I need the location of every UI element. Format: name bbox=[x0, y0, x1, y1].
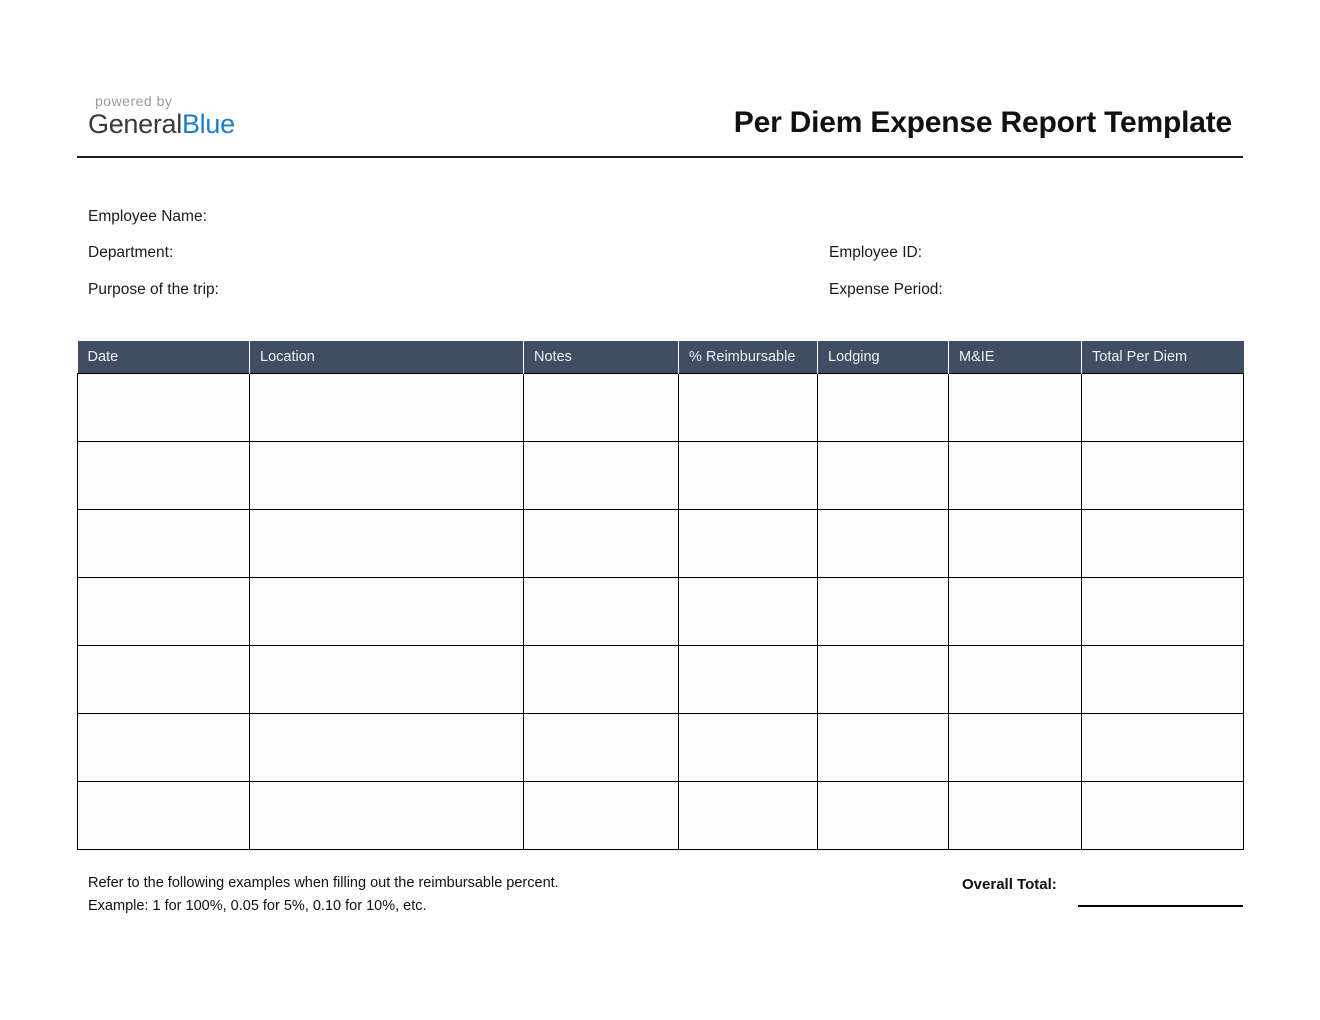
table-cell-lodging[interactable] bbox=[818, 781, 949, 849]
table-cell-total-per-diem[interactable] bbox=[1082, 441, 1244, 509]
table-cell-location[interactable] bbox=[250, 577, 524, 645]
overall-total-fill-line[interactable] bbox=[1078, 905, 1243, 907]
table-cell-location[interactable] bbox=[250, 441, 524, 509]
table-cell-location[interactable] bbox=[250, 781, 524, 849]
table-cell-total-per-diem[interactable] bbox=[1082, 645, 1244, 713]
column-header-m-ie: M&IE bbox=[949, 341, 1082, 373]
table-header bbox=[78, 341, 1244, 373]
column-header-date: Date bbox=[78, 341, 250, 373]
table-cell-lodging[interactable] bbox=[818, 441, 949, 509]
reimbursable-note bbox=[88, 872, 559, 918]
table-cell-reimbursable[interactable] bbox=[679, 781, 818, 849]
expense-period-label: Expense Period: bbox=[829, 281, 943, 298]
table-cell-date[interactable] bbox=[78, 645, 250, 713]
table-cell-notes[interactable] bbox=[524, 645, 679, 713]
powered-by-text: powered by bbox=[95, 93, 173, 109]
table-cell-lodging[interactable] bbox=[818, 509, 949, 577]
table-row bbox=[78, 577, 1244, 645]
table-cell-lodging[interactable] bbox=[818, 373, 949, 441]
table-cell-date[interactable] bbox=[78, 577, 250, 645]
table-cell-total-per-diem[interactable] bbox=[1082, 713, 1244, 781]
table-cell-location[interactable] bbox=[250, 645, 524, 713]
purpose-of-trip-label: Purpose of the trip: bbox=[88, 281, 219, 298]
reimbursable-note-line2: Example: 1 for 100%, 0.05 for 5%, 0.10 for 10%, etc. bbox=[88, 898, 427, 914]
table-cell-date[interactable] bbox=[78, 441, 250, 509]
table-cell-reimbursable[interactable] bbox=[679, 713, 818, 781]
table-cell-date[interactable] bbox=[78, 781, 250, 849]
table-row bbox=[78, 373, 1244, 441]
general-blue-logo bbox=[88, 93, 235, 139]
table-cell-m-ie[interactable] bbox=[949, 645, 1082, 713]
table-cell-notes[interactable] bbox=[524, 441, 679, 509]
brand-name-general: General bbox=[88, 109, 182, 139]
table-cell-m-ie[interactable] bbox=[949, 781, 1082, 849]
table-cell-location[interactable] bbox=[250, 373, 524, 441]
table-cell-total-per-diem[interactable] bbox=[1082, 373, 1244, 441]
table-cell-m-ie[interactable] bbox=[949, 577, 1082, 645]
table-row bbox=[78, 781, 1244, 849]
reimbursable-note-line1: Refer to the following examples when filling out the reimbursable percent. bbox=[88, 875, 559, 891]
overall-total-label: Overall Total: bbox=[962, 876, 1057, 893]
per-diem-table bbox=[77, 341, 1244, 850]
table-cell-m-ie[interactable] bbox=[949, 373, 1082, 441]
table-cell-reimbursable[interactable] bbox=[679, 441, 818, 509]
table-cell-location[interactable] bbox=[250, 509, 524, 577]
header-divider bbox=[77, 156, 1243, 158]
table-cell-lodging[interactable] bbox=[818, 577, 949, 645]
table-cell-date[interactable] bbox=[78, 713, 250, 781]
table-cell-reimbursable[interactable] bbox=[679, 577, 818, 645]
table-cell-reimbursable[interactable] bbox=[679, 645, 818, 713]
table-cell-m-ie[interactable] bbox=[949, 441, 1082, 509]
column-header-lodging: Lodging bbox=[818, 341, 949, 373]
table-cell-notes[interactable] bbox=[524, 713, 679, 781]
page-title: Per Diem Expense Report Template bbox=[733, 106, 1232, 139]
table-cell-reimbursable[interactable] bbox=[679, 373, 818, 441]
department-label: Department: bbox=[88, 244, 174, 261]
table-cell-total-per-diem[interactable] bbox=[1082, 509, 1244, 577]
table-header-row bbox=[78, 341, 1244, 373]
table-cell-date[interactable] bbox=[78, 509, 250, 577]
column-header-notes: Notes bbox=[524, 341, 679, 373]
table-cell-m-ie[interactable] bbox=[949, 509, 1082, 577]
table-row bbox=[78, 645, 1244, 713]
employee-id-label: Employee ID: bbox=[829, 244, 923, 261]
table-row bbox=[78, 713, 1244, 781]
table-cell-notes[interactable] bbox=[524, 781, 679, 849]
table-row bbox=[78, 441, 1244, 509]
table-cell-lodging[interactable] bbox=[818, 713, 949, 781]
employee-name-label: Employee Name: bbox=[88, 208, 207, 225]
column-header-location: Location bbox=[250, 341, 524, 373]
table-cell-reimbursable[interactable] bbox=[679, 509, 818, 577]
table-cell-m-ie[interactable] bbox=[949, 713, 1082, 781]
table-cell-lodging[interactable] bbox=[818, 645, 949, 713]
table-cell-total-per-diem[interactable] bbox=[1082, 781, 1244, 849]
brand-name bbox=[88, 109, 235, 139]
table-body bbox=[78, 373, 1244, 849]
table-row bbox=[78, 509, 1244, 577]
table-cell-total-per-diem[interactable] bbox=[1082, 577, 1244, 645]
column-header-total-per-diem: Total Per Diem bbox=[1082, 341, 1244, 373]
column-header-reimbursable: % Reimbursable bbox=[679, 341, 818, 373]
table-cell-date[interactable] bbox=[78, 373, 250, 441]
table-cell-notes[interactable] bbox=[524, 509, 679, 577]
brand-name-blue: Blue bbox=[181, 109, 235, 139]
table-cell-notes[interactable] bbox=[524, 577, 679, 645]
table-cell-location[interactable] bbox=[250, 713, 524, 781]
table-cell-notes[interactable] bbox=[524, 373, 679, 441]
